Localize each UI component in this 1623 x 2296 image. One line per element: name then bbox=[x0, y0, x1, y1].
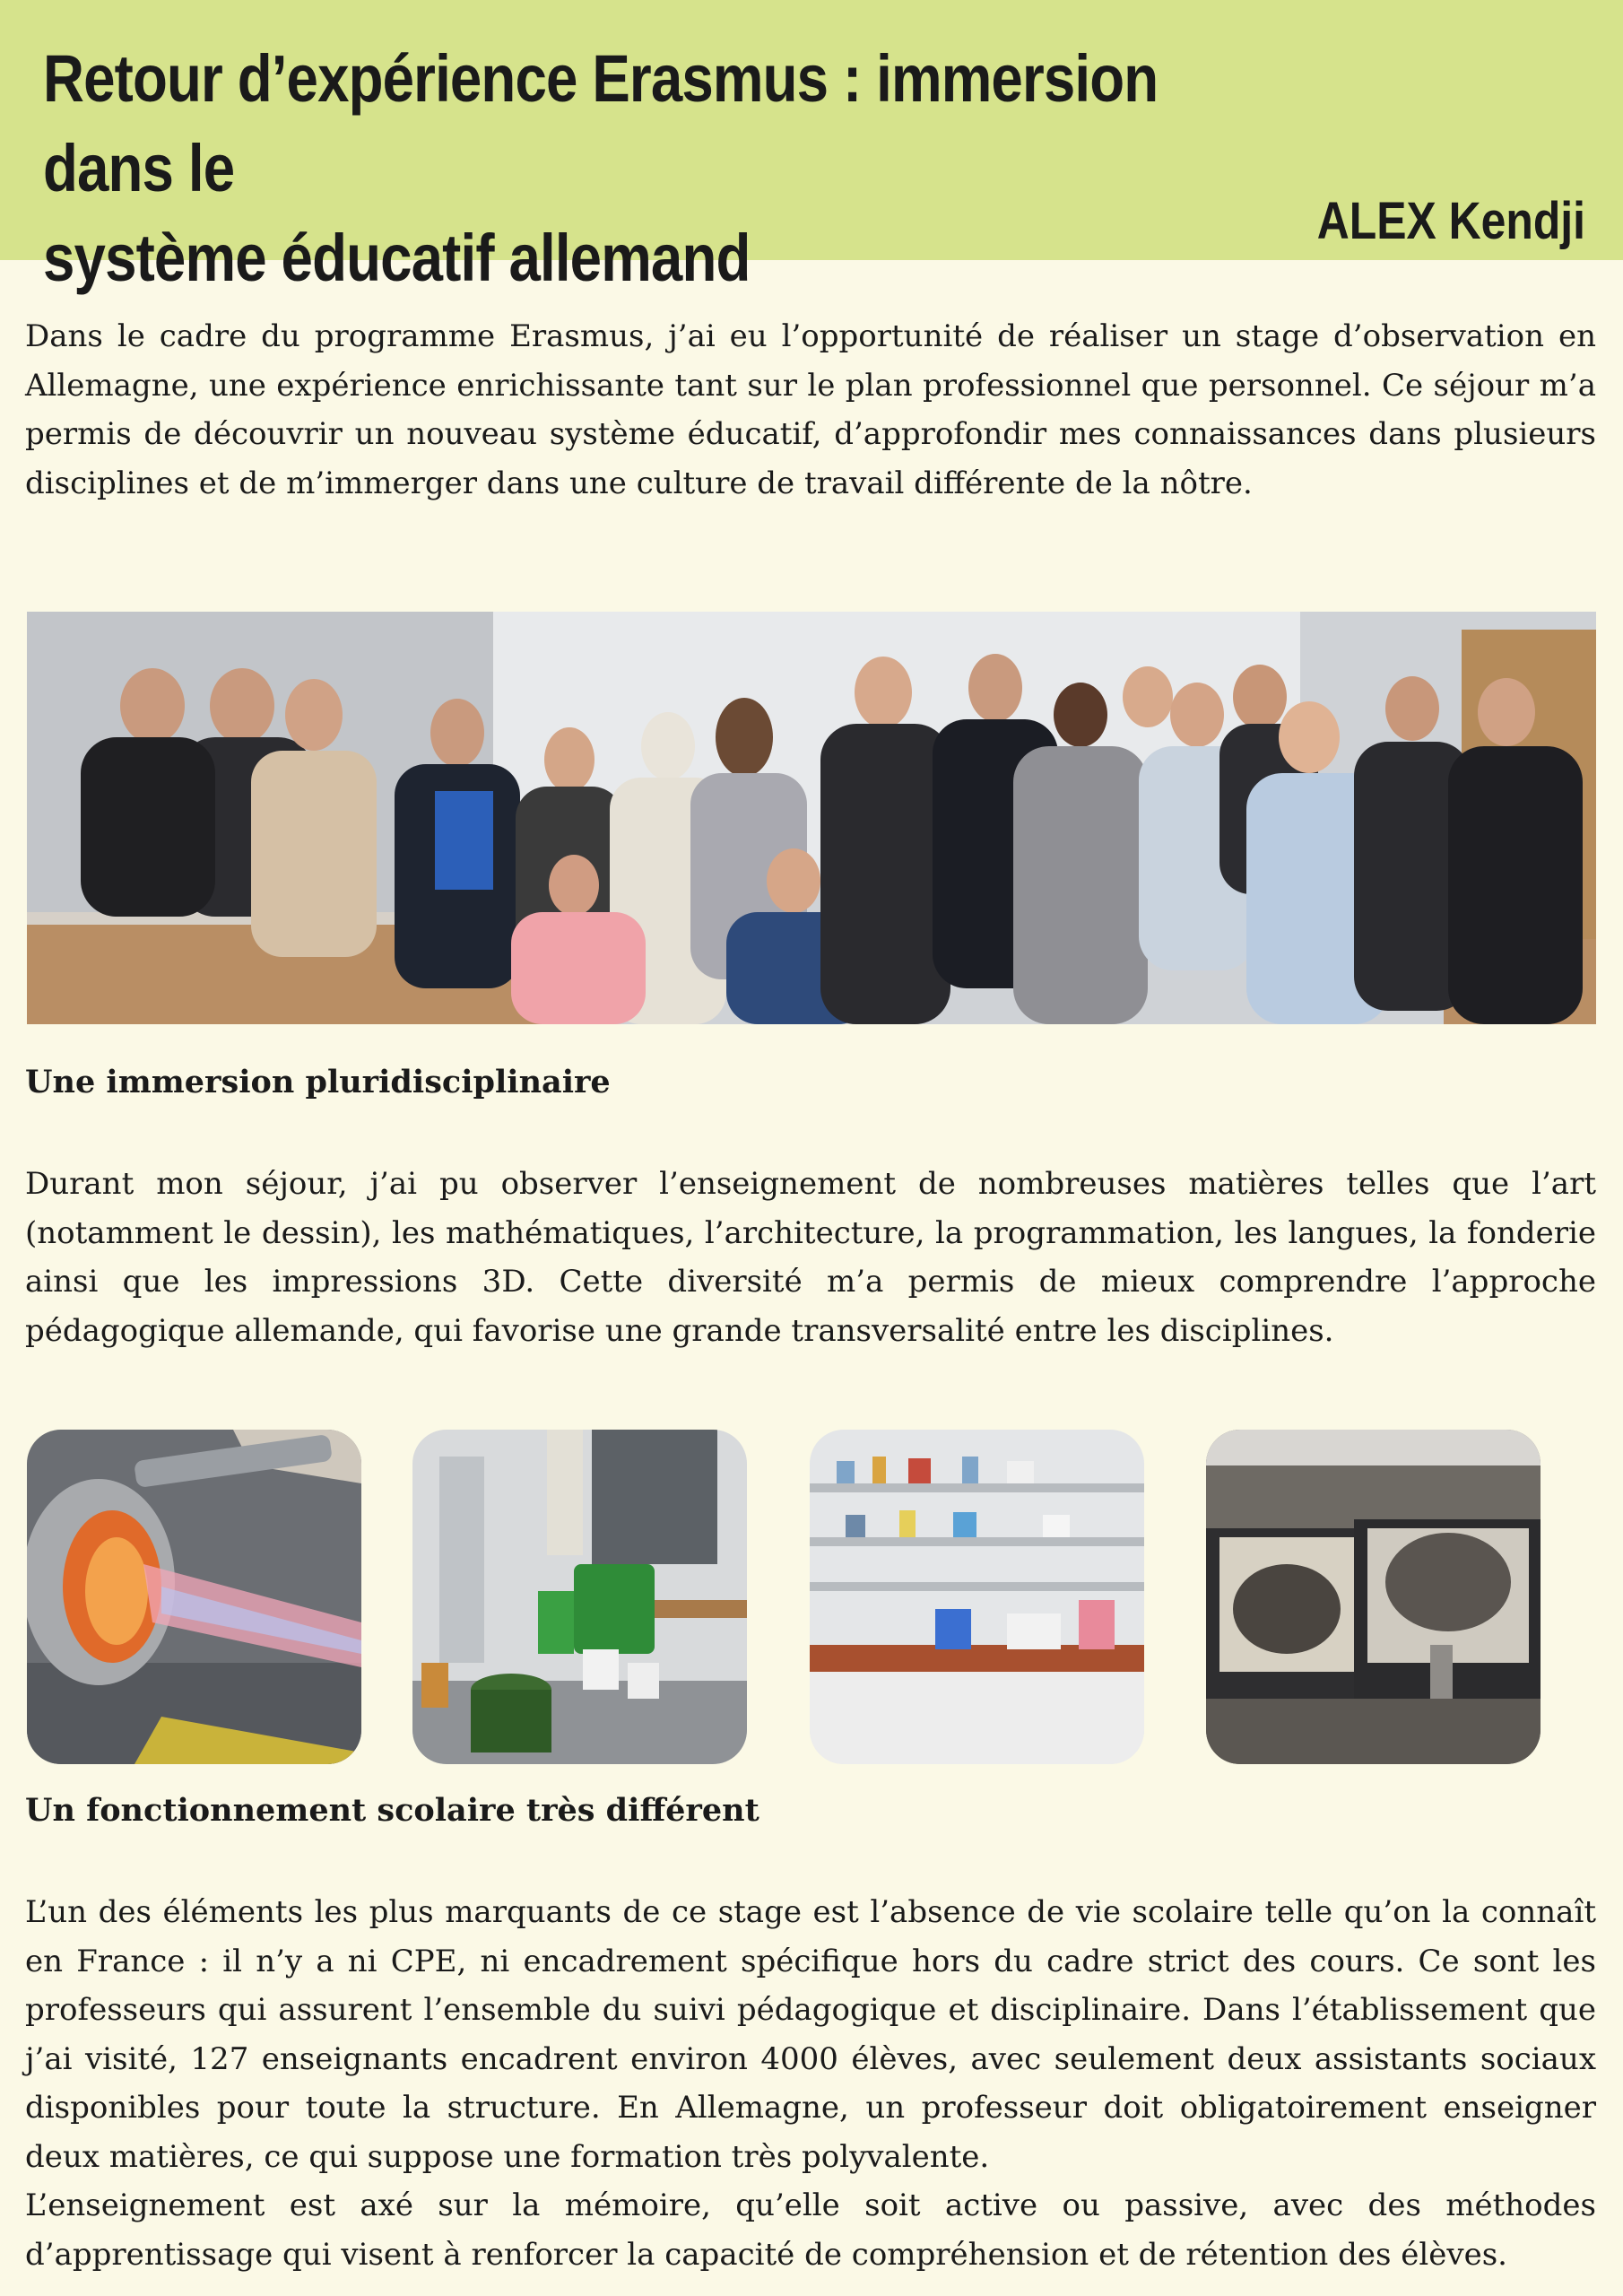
intro-paragraph: Dans le cadre du programme Erasmus, j’ai eu l’opportunité de réaliser un stage d’observation en Allemagne, une expérience enrichissante tant sur le plan professionnel que personnel. Ce séjour m’a permis de découvrir un nouveau système éducatif, d’approfondir mes connaissances dans plusieurs disciplines et de m’immerger dans une culture de travail différente de la nôtre. bbox=[25, 318, 1596, 501]
section2-paragraph-2: L’enseignement est axé sur la mémoire, qu’elle soit active ou passive, avec des méthodes d’apprentissage qui visent à renforcer la capacité de compréhension et de rétention des élèves. bbox=[25, 2187, 1596, 2273]
section1-paragraph: Durant mon séjour, j’ai pu observer l’enseignement de nombreuses matières telles que l’art (notamment le dessin), les mathématiques, l’architecture, la programmation, les langues, la fonderie ainsi que les impressions 3D. Cette diversité m’a permis de mieux comprendre l’approche pédagogique allemande, qui favorise une grande transversalité entre les disciplines. bbox=[25, 1166, 1596, 1349]
section-heading-fonctionnement: Un fonctionnement scolaire très différent bbox=[25, 1792, 759, 1829]
section-heading-pluridisciplinaire: Une immersion pluridisciplinaire bbox=[25, 1064, 611, 1100]
page-title bbox=[43, 34, 1277, 303]
section2-paragraph-1: L’un des éléments les plus marquants de ce stage est l’absence de vie scolaire telle qu’on la connaît en France : il n’y a ni CPE, ni encadrement spécifique hors du cadre strict des cours. Ce sont les professeurs qui assurent l’ensemble du suivi pédagogique et disciplinaire. Dans l’établissement que j’ai visité, 127 enseignants encadrent environ 4000 élèves, avec seulement deux assistants sociaux disponibles pour toute la structure. En Allemagne, un professeur doit obligatoirement enseigner deux matières, ce qui suppose une formation très polyvalente. bbox=[25, 1894, 1596, 2175]
workshop-photo bbox=[412, 1430, 747, 1764]
header-banner bbox=[0, 0, 1623, 295]
laboratory-photo bbox=[810, 1430, 1144, 1764]
title-line-1: Retour d’expérience Erasmus : immersion dans le bbox=[43, 41, 1159, 205]
group-photo bbox=[27, 612, 1596, 1024]
author-name: ALEX Kendji bbox=[1316, 192, 1585, 250]
foundry-crucible-photo bbox=[27, 1430, 361, 1764]
title-line-2: système éducatif allemand bbox=[43, 221, 751, 295]
sand-mold-photo bbox=[1206, 1430, 1541, 1764]
